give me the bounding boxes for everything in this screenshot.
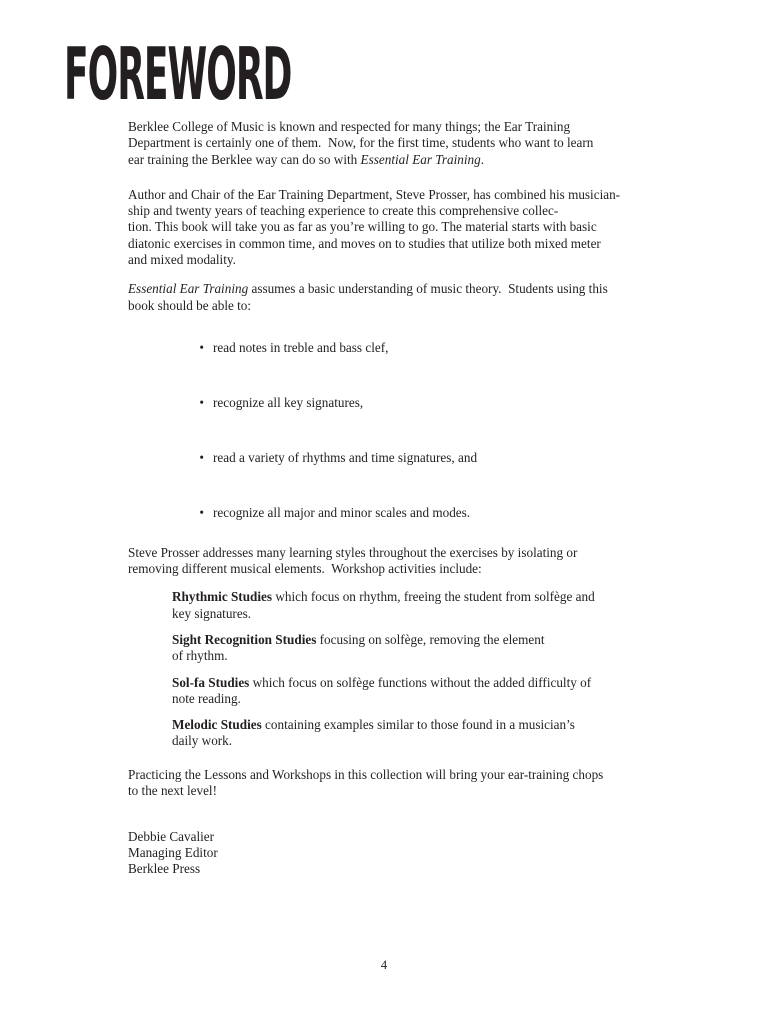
list-item-text: read a variety of rhythms and time signatures, and — [213, 450, 478, 466]
bullet-icon: • — [199, 340, 204, 356]
workshop-item-sight-recognition: Sight Recognition Studies focusing on solfège, removing the element of rhythm. — [172, 632, 545, 664]
bullet-icon: • — [199, 450, 204, 466]
workshop-item-sol-fa: Sol-fa Studies which focus on solfège functions without the added difficulty of note reading. — [172, 674, 592, 706]
list-item-text: recognize all key signatures, — [213, 395, 364, 411]
list-item — [173, 324, 703, 373]
paragraph-intro: Berklee College of Music is known and respected for many things; the Ear Training Department is certainly one of them. Now, for the first time, students who want to learn ear training the Berklee way can do so with Essential Ear Training. — [128, 119, 594, 167]
bullet-icon: • — [199, 505, 204, 521]
paragraph-closing: Practicing the Lessons and Workshops in this collection will bring your ear-training chops to the next level! — [128, 766, 604, 799]
workshop-list — [172, 589, 703, 749]
bullet-icon: • — [199, 395, 204, 411]
list-item-text: recognize all major and minor scales and modes. — [213, 505, 471, 521]
signature-role: Managing Editor — [128, 844, 218, 860]
page-number: 4 — [380, 958, 388, 972]
list-item-text: read notes in treble and bass clef, — [213, 340, 389, 356]
page-title: FOREWORD — [64, 32, 292, 116]
prerequisite-list — [173, 324, 703, 538]
signature-org: Berklee Press — [128, 860, 201, 876]
workshop-item-rhythmic: Rhythmic Studies which focus on rhythm, freeing the student from solfège and key signatures. — [172, 589, 595, 621]
list-item — [173, 434, 703, 483]
list-item — [173, 379, 703, 428]
paragraph-prerequisites: Essential Ear Training assumes a basic understanding of music theory. Students using this book should be able to: — [128, 281, 608, 313]
body-column — [128, 119, 703, 876]
paragraph-workshop-intro: Steve Prosser addresses many learning styles throughout the exercises by isolating or removing different musical elements. Workshop activities include: — [128, 544, 578, 577]
paragraph-author: Author and Chair of the Ear Training Department, Steve Prosser, has combined his musician- ship and twenty years of teaching experience to create this comprehensive collec- tion. This book will take you as far as you’re willing to go. The material starts with basic diatonic exercises in common time, and moves on to studies that utilize both mixed meter and mixed modality. — [128, 186, 621, 268]
signature-name: Debbie Cavalier — [128, 829, 215, 845]
list-item — [173, 489, 703, 538]
workshop-item-melodic: Melodic Studies containing examples similar to those found in a musician’s daily work. — [172, 717, 575, 749]
signature-block — [128, 829, 703, 876]
